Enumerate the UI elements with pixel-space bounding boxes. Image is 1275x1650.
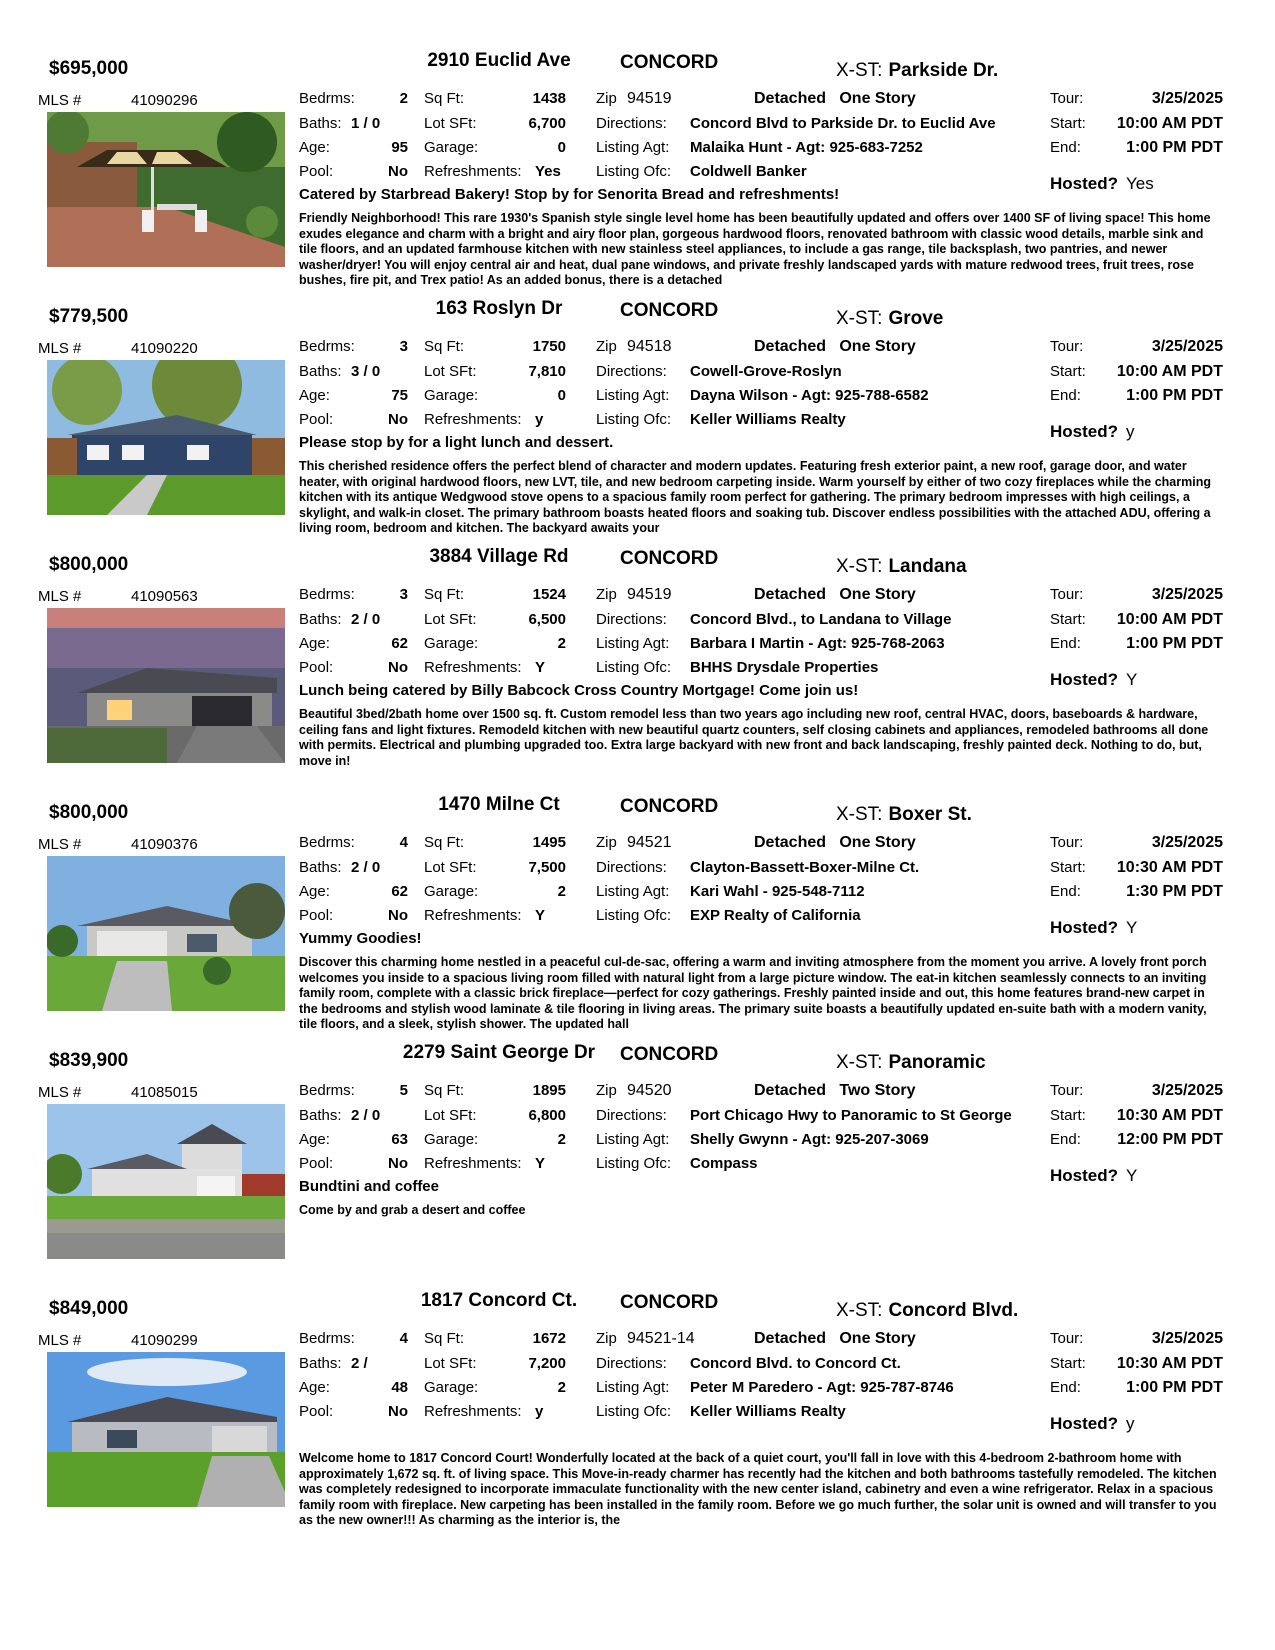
listing-agent-value: Dayna Wilson - Agt: 925-788-6582 bbox=[690, 387, 929, 404]
listing-headline: Please stop by for a light lunch and dessert. bbox=[299, 434, 614, 451]
end-label: End: bbox=[1050, 139, 1081, 156]
tour-date: 3/25/2025 bbox=[1151, 834, 1223, 851]
end-time: 1:00 PM PDT bbox=[1126, 1379, 1223, 1396]
sqft-value: 1524 bbox=[532, 586, 566, 603]
listing-address: 3884 Village Rd bbox=[429, 546, 569, 567]
xst-label: X-ST: bbox=[836, 308, 883, 329]
baths-value: 1 / 0 bbox=[351, 115, 381, 132]
garage-label: Garage: bbox=[424, 1379, 479, 1396]
property-type: Detached One Story bbox=[754, 834, 916, 851]
sqft-value: 1895 bbox=[532, 1082, 566, 1099]
sqft-label: Sq Ft: bbox=[424, 90, 465, 107]
start-time: 10:00 AM PDT bbox=[1116, 115, 1223, 132]
end-time: 1:30 PM PDT bbox=[1126, 883, 1223, 900]
baths-label: Baths: bbox=[299, 1355, 342, 1372]
property-type: Detached One Story bbox=[754, 586, 916, 603]
cross-street bbox=[836, 804, 972, 826]
cross-street bbox=[836, 308, 943, 330]
directions-label: Directions: bbox=[596, 115, 667, 132]
age-label: Age: bbox=[299, 1131, 330, 1148]
lotsft-value: 7,500 bbox=[528, 859, 566, 876]
bedrms-label: Bedrms: bbox=[299, 834, 355, 851]
garage-label: Garage: bbox=[424, 635, 479, 652]
garage-value: 2 bbox=[557, 1379, 566, 1396]
lotsft-value: 7,810 bbox=[528, 363, 566, 380]
zip-value: 94520 bbox=[627, 1082, 672, 1099]
baths-value: 2 / 0 bbox=[351, 1107, 381, 1124]
xst-label: X-ST: bbox=[836, 60, 883, 81]
zip-value: 94518 bbox=[627, 338, 672, 355]
listing-card bbox=[0, 546, 1275, 808]
listing-address: 163 Roslyn Dr bbox=[435, 298, 563, 319]
bedrms-label: Bedrms: bbox=[299, 338, 355, 355]
hosted-value: y bbox=[1126, 422, 1135, 441]
listing-agent-value: Peter M Paredero - Agt: 925-787-8746 bbox=[690, 1379, 954, 1396]
tour-label: Tour: bbox=[1050, 586, 1084, 603]
age-label: Age: bbox=[299, 883, 330, 900]
listing-agent-label: Listing Agt: bbox=[596, 883, 670, 900]
xst-value: Concord Blvd. bbox=[888, 1300, 1019, 1321]
mls-number: 41090299 bbox=[131, 1332, 198, 1349]
baths-label: Baths: bbox=[299, 611, 342, 628]
end-label: End: bbox=[1050, 1131, 1081, 1148]
listing-office-value: Keller Williams Realty bbox=[690, 1403, 846, 1420]
listing-description: This cherished residence offers the perfect blend of character and modern updates. Featuring fresh exterior paint, a new roof, garage door, and water heater, with original hardwood floors, new LVT, tile, and new bedroom carpeting inside. Warm yourself by either of two cozy fireplaces while the charming kitchen with its antique Wedgwood stove opens to a spacious family room perfect for gathering. The primary bedroom impresses with high ceilings, a skylight, and walk-in closet. The primary bathroom boasts heated floors and soaking tub. Discover endless possibilities with the attached ADU, offering a living room, bedroom and kitchen. The backyard awaits your bbox=[299, 459, 1211, 535]
listing-headline: Catered by Starbread Bakery! Stop by for Senorita Bread and refreshments! bbox=[299, 186, 840, 203]
cross-street bbox=[836, 1052, 986, 1074]
garage-value: 2 bbox=[557, 883, 566, 900]
listing-price: $839,900 bbox=[49, 1050, 129, 1071]
xst-label: X-ST: bbox=[836, 804, 883, 825]
zip-label: Zip bbox=[596, 1082, 617, 1099]
start-label: Start: bbox=[1050, 115, 1086, 132]
listing-description: Discover this charming home nestled in a peaceful cul-de-sac, offering a warm and inviting atmosphere from the moment you arrive. A lovely front porch welcomes you inside to a spacious living room filled with natural light from a large picture window. The eat-in kitchen seamlessly connects to an inviting family room, complete with a classic brick fireplace—perfect for cozy gatherings. Freshly painted inside and out, this home features brand-new carpet in the bedrooms and stylish wood laminate & tile flooring in living areas. The primary suite boasts a beautifully updated en-suite bath with a modern vanity, tile floors, and a sleek, stylish shower. The updated hall bbox=[299, 955, 1207, 1031]
hosted-value: Yes bbox=[1126, 174, 1154, 193]
garage-value: 2 bbox=[557, 635, 566, 652]
lotsft-label: Lot SFt: bbox=[424, 1107, 477, 1124]
hosted-value: y bbox=[1126, 1414, 1135, 1433]
property-photo bbox=[47, 608, 285, 763]
zip-label: Zip bbox=[596, 586, 617, 603]
sqft-value: 1672 bbox=[532, 1330, 566, 1347]
pool-value: No bbox=[388, 907, 408, 924]
refreshments-value: y bbox=[535, 411, 544, 428]
lotsft-label: Lot SFt: bbox=[424, 1355, 477, 1372]
start-label: Start: bbox=[1050, 859, 1086, 876]
listing-agent-label: Listing Agt: bbox=[596, 1379, 670, 1396]
sqft-value: 1495 bbox=[532, 834, 566, 851]
xst-label: X-ST: bbox=[836, 1052, 883, 1073]
pool-label: Pool: bbox=[299, 1155, 334, 1172]
end-time: 12:00 PM PDT bbox=[1117, 1131, 1223, 1148]
directions-value: Concord Blvd. to Concord Ct. bbox=[690, 1355, 901, 1372]
lotsft-value: 7,200 bbox=[528, 1355, 566, 1372]
sqft-label: Sq Ft: bbox=[424, 1330, 465, 1347]
listing-agent-value: Malaika Hunt - Agt: 925-683-7252 bbox=[690, 139, 923, 156]
listing-headline: Lunch being catered by Billy Babcock Cross Country Mortgage! Come join us! bbox=[299, 682, 859, 699]
pool-label: Pool: bbox=[299, 907, 334, 924]
listing-address: 2279 Saint George Dr bbox=[402, 1042, 596, 1063]
sqft-label: Sq Ft: bbox=[424, 338, 465, 355]
directions-label: Directions: bbox=[596, 1107, 667, 1124]
end-label: End: bbox=[1050, 635, 1081, 652]
bedrms-value: 4 bbox=[399, 1330, 408, 1347]
bedrms-label: Bedrms: bbox=[299, 586, 355, 603]
mls-label: MLS # bbox=[38, 1084, 82, 1101]
hosted-label: Hosted? bbox=[1050, 670, 1118, 689]
end-time: 1:00 PM PDT bbox=[1126, 139, 1223, 156]
xst-label: X-ST: bbox=[836, 1300, 883, 1321]
listing-city: CONCORD bbox=[620, 548, 719, 569]
refreshments-label: Refreshments: bbox=[424, 659, 522, 676]
hosted bbox=[1050, 918, 1137, 938]
listing-description: Friendly Neighborhood! This rare 1930's Spanish style single level home has been beautifully updated and offers over 1400 SF of living space! This home exudes elegance and charm with a bright and airy floor plan, gorgeous hardwood floors, renovated bathroom with classic wood details, marble sink and tile floors, and an updated farmhouse kitchen with new stainless steel appliances, to include a gas range, tile backsplash, two pantries, and newer washer/dryer! You will enjoy central air and heat, dual pane windows, and private freshly landscaped yards with mature redwood trees, fruit trees, rose bushes, fire pit, and Trex patio! As an added bonus, there is a detached bbox=[299, 211, 1211, 287]
end-time: 1:00 PM PDT bbox=[1126, 387, 1223, 404]
listing-price: $695,000 bbox=[49, 58, 129, 79]
cross-street bbox=[836, 1300, 1018, 1322]
pool-value: No bbox=[388, 659, 408, 676]
lotsft-label: Lot SFt: bbox=[424, 115, 477, 132]
bedrms-label: Bedrms: bbox=[299, 1330, 355, 1347]
tour-label: Tour: bbox=[1050, 1330, 1084, 1347]
baths-label: Baths: bbox=[299, 363, 342, 380]
baths-value: 2 / 0 bbox=[351, 859, 381, 876]
sqft-label: Sq Ft: bbox=[424, 834, 465, 851]
age-label: Age: bbox=[299, 139, 330, 156]
garage-label: Garage: bbox=[424, 1131, 479, 1148]
xst-value: Landana bbox=[888, 556, 967, 577]
tour-date: 3/25/2025 bbox=[1151, 90, 1223, 107]
refreshments-value: Y bbox=[535, 1155, 546, 1172]
refreshments-value: Y bbox=[535, 907, 546, 924]
listing-office-label: Listing Ofc: bbox=[596, 659, 672, 676]
listing-card bbox=[0, 1290, 1275, 1552]
pool-value: No bbox=[388, 1403, 408, 1420]
listing-office-label: Listing Ofc: bbox=[596, 1155, 672, 1172]
mls-number: 41090296 bbox=[131, 92, 198, 109]
hosted bbox=[1050, 1166, 1137, 1186]
bedrms-label: Bedrms: bbox=[299, 90, 355, 107]
listing-city: CONCORD bbox=[620, 52, 719, 73]
start-time: 10:00 AM PDT bbox=[1116, 363, 1223, 380]
listing-office-value: EXP Realty of California bbox=[690, 907, 861, 924]
refreshments-value: y bbox=[535, 1403, 544, 1420]
listing-agent-label: Listing Agt: bbox=[596, 1131, 670, 1148]
end-label: End: bbox=[1050, 883, 1081, 900]
zip-value: 94519 bbox=[627, 586, 672, 603]
age-value: 62 bbox=[391, 635, 408, 652]
listing-agent-value: Barbara I Martin - Agt: 925-768-2063 bbox=[690, 635, 945, 652]
pool-label: Pool: bbox=[299, 659, 334, 676]
directions-value: Cowell-Grove-Roslyn bbox=[690, 363, 842, 380]
garage-label: Garage: bbox=[424, 883, 479, 900]
hosted-label: Hosted? bbox=[1050, 1166, 1118, 1185]
start-label: Start: bbox=[1050, 611, 1086, 628]
listing-card bbox=[0, 298, 1275, 560]
tour-date: 3/25/2025 bbox=[1151, 1330, 1223, 1347]
bedrms-value: 4 bbox=[399, 834, 408, 851]
listing-price: $800,000 bbox=[49, 802, 129, 823]
age-value: 62 bbox=[391, 883, 408, 900]
tour-date: 3/25/2025 bbox=[1151, 586, 1223, 603]
listing-description: Welcome home to 1817 Concord Court! Wonderfully located at the back of a quiet court, you'll fall in love with this 4-bedroom 2-bathroom home with approximately 1,672 sq. ft. of living space. This Move-in-ready charmer has recently had the kitchen and both bathrooms tastefully remodeled. The kitchen was completely redesigned to incorporate immaculate functionality with the new center island, cabinetry and even a wine refrigerator. Relax in a spacious family room with fireplace. New carpeting has been installed in the family room. Before we go much further, the solar unit is owned and will transfer to you as the new owner!!! As charming as the interior is, the bbox=[299, 1451, 1217, 1527]
listing-city: CONCORD bbox=[620, 796, 719, 817]
directions-value: Clayton-Bassett-Boxer-Milne Ct. bbox=[690, 859, 920, 876]
directions-label: Directions: bbox=[596, 363, 667, 380]
hosted-value: Y bbox=[1126, 1166, 1138, 1185]
hosted bbox=[1050, 174, 1154, 194]
xst-value: Boxer St. bbox=[888, 804, 972, 825]
property-photo bbox=[47, 1104, 285, 1259]
sqft-label: Sq Ft: bbox=[424, 1082, 465, 1099]
listing-agent-label: Listing Agt: bbox=[596, 139, 670, 156]
baths-label: Baths: bbox=[299, 115, 342, 132]
listing-agent-value: Shelly Gwynn - Agt: 925-207-3069 bbox=[690, 1131, 929, 1148]
listing-price: $800,000 bbox=[49, 554, 129, 575]
listing-office-label: Listing Ofc: bbox=[596, 1403, 672, 1420]
lotsft-value: 6,500 bbox=[528, 611, 566, 628]
zip-value: 94521 bbox=[627, 834, 672, 851]
baths-label: Baths: bbox=[299, 1107, 342, 1124]
baths-value: 2 / bbox=[351, 1355, 368, 1372]
bedrms-value: 3 bbox=[399, 338, 408, 355]
age-label: Age: bbox=[299, 635, 330, 652]
lotsft-value: 6,800 bbox=[528, 1107, 566, 1124]
start-label: Start: bbox=[1050, 363, 1086, 380]
xst-value: Grove bbox=[888, 308, 944, 329]
zip-label: Zip bbox=[596, 1330, 617, 1347]
mls-number: 41090563 bbox=[131, 588, 198, 605]
age-value: 63 bbox=[391, 1131, 408, 1148]
lotsft-label: Lot SFt: bbox=[424, 611, 477, 628]
hosted-label: Hosted? bbox=[1050, 174, 1118, 193]
property-photo bbox=[47, 360, 285, 515]
mls-number: 41090220 bbox=[131, 340, 198, 357]
refreshments-label: Refreshments: bbox=[424, 411, 522, 428]
start-time: 10:00 AM PDT bbox=[1116, 611, 1223, 628]
zip-label: Zip bbox=[596, 90, 617, 107]
listing-office-label: Listing Ofc: bbox=[596, 163, 672, 180]
listing-price: $849,000 bbox=[49, 1298, 129, 1319]
mls-number: 41090376 bbox=[131, 836, 198, 853]
end-label: End: bbox=[1050, 387, 1081, 404]
age-label: Age: bbox=[299, 387, 330, 404]
baths-value: 2 / 0 bbox=[351, 611, 381, 628]
pool-label: Pool: bbox=[299, 1403, 334, 1420]
listing-office-value: Keller Williams Realty bbox=[690, 411, 846, 428]
age-label: Age: bbox=[299, 1379, 330, 1396]
pool-label: Pool: bbox=[299, 163, 334, 180]
listing-description: Come by and grab a desert and coffee bbox=[299, 1203, 526, 1217]
end-label: End: bbox=[1050, 1379, 1081, 1396]
refreshments-value: Y bbox=[535, 659, 546, 676]
zip-label: Zip bbox=[596, 834, 617, 851]
garage-value: 0 bbox=[557, 387, 566, 404]
zip-value: 94521-14 bbox=[627, 1330, 695, 1347]
refreshments-value: Yes bbox=[535, 163, 561, 180]
property-type: Detached One Story bbox=[754, 1330, 916, 1347]
hosted bbox=[1050, 422, 1135, 442]
hosted-label: Hosted? bbox=[1050, 422, 1118, 441]
hosted bbox=[1050, 1414, 1135, 1434]
listing-agent-label: Listing Agt: bbox=[596, 635, 670, 652]
tour-label: Tour: bbox=[1050, 90, 1084, 107]
listing-office-label: Listing Ofc: bbox=[596, 411, 672, 428]
age-value: 75 bbox=[391, 387, 408, 404]
pool-value: No bbox=[388, 411, 408, 428]
bedrms-value: 3 bbox=[399, 586, 408, 603]
age-value: 48 bbox=[391, 1379, 408, 1396]
property-type: Detached One Story bbox=[754, 90, 916, 107]
refreshments-label: Refreshments: bbox=[424, 163, 522, 180]
sqft-value: 1750 bbox=[532, 338, 566, 355]
directions-value: Port Chicago Hwy to Panoramic to St George bbox=[690, 1107, 1012, 1124]
listing-address: 2910 Euclid Ave bbox=[427, 50, 571, 71]
listing-city: CONCORD bbox=[620, 1292, 719, 1313]
zip-value: 94519 bbox=[627, 90, 672, 107]
garage-label: Garage: bbox=[424, 139, 479, 156]
listing-office-value: Compass bbox=[690, 1155, 758, 1172]
age-value: 95 bbox=[391, 139, 408, 156]
xst-value: Panoramic bbox=[888, 1052, 986, 1073]
pool-value: No bbox=[388, 163, 408, 180]
property-photo bbox=[47, 856, 285, 1011]
hosted-label: Hosted? bbox=[1050, 1414, 1118, 1433]
lotsft-label: Lot SFt: bbox=[424, 859, 477, 876]
listing-agent-label: Listing Agt: bbox=[596, 387, 670, 404]
pool-value: No bbox=[388, 1155, 408, 1172]
tour-date: 3/25/2025 bbox=[1151, 1082, 1223, 1099]
tour-label: Tour: bbox=[1050, 338, 1084, 355]
refreshments-label: Refreshments: bbox=[424, 907, 522, 924]
listing-card bbox=[0, 50, 1275, 312]
refreshments-label: Refreshments: bbox=[424, 1155, 522, 1172]
property-type: Detached Two Story bbox=[754, 1082, 916, 1099]
start-time: 10:30 AM PDT bbox=[1116, 859, 1223, 876]
directions-label: Directions: bbox=[596, 1355, 667, 1372]
listing-card bbox=[0, 1042, 1275, 1304]
directions-value: Concord Blvd., to Landana to Village bbox=[690, 611, 952, 628]
property-photo bbox=[47, 1352, 285, 1507]
zip-label: Zip bbox=[596, 338, 617, 355]
refreshments-label: Refreshments: bbox=[424, 1403, 522, 1420]
listing-city: CONCORD bbox=[620, 300, 719, 321]
cross-street bbox=[836, 60, 998, 82]
listing-office-value: BHHS Drysdale Properties bbox=[690, 659, 879, 676]
listing-headline: Bundtini and coffee bbox=[299, 1178, 439, 1195]
garage-value: 2 bbox=[557, 1131, 566, 1148]
property-photo bbox=[47, 112, 285, 267]
listing-description: Beautiful 3bed/2bath home over 1500 sq. ft. Custom remodel less than two years ago including new roof, central HVAC, doors, baseboards & hardware, ceiling fans and light fixtures. Remodeld kitchen with new beautiful quartz counters, self closing cabinets and appliances, remodeled bathrooms all done with permits. Electrical and plumbing upgraded too. Extra large backyard with new front and back landscaping, freshly painted deck. Nothing to do, but, move in! bbox=[299, 707, 1209, 768]
start-label: Start: bbox=[1050, 1107, 1086, 1124]
listing-office-value: Coldwell Banker bbox=[690, 163, 807, 180]
listing-card bbox=[0, 794, 1275, 1056]
hosted-value: Y bbox=[1126, 670, 1138, 689]
mls-label: MLS # bbox=[38, 588, 82, 605]
directions-label: Directions: bbox=[596, 611, 667, 628]
mls-label: MLS # bbox=[38, 1332, 82, 1349]
listing-office-label: Listing Ofc: bbox=[596, 907, 672, 924]
listing-price: $779,500 bbox=[49, 306, 129, 327]
listing-address: 1470 Milne Ct bbox=[438, 794, 560, 815]
cross-street bbox=[836, 556, 967, 578]
tour-date: 3/25/2025 bbox=[1151, 338, 1223, 355]
hosted-value: Y bbox=[1126, 918, 1138, 937]
baths-label: Baths: bbox=[299, 859, 342, 876]
mls-label: MLS # bbox=[38, 836, 82, 853]
bedrms-label: Bedrms: bbox=[299, 1082, 355, 1099]
directions-label: Directions: bbox=[596, 859, 667, 876]
mls-label: MLS # bbox=[38, 340, 82, 357]
mls-number: 41085015 bbox=[131, 1084, 198, 1101]
xst-value: Parkside Dr. bbox=[888, 60, 999, 81]
tour-label: Tour: bbox=[1050, 1082, 1084, 1099]
pool-label: Pool: bbox=[299, 411, 334, 428]
listing-agent-value: Kari Wahl - 925-548-7112 bbox=[690, 883, 865, 900]
sqft-value: 1438 bbox=[532, 90, 566, 107]
bedrms-value: 2 bbox=[399, 90, 408, 107]
garage-value: 0 bbox=[557, 139, 566, 156]
sqft-label: Sq Ft: bbox=[424, 586, 465, 603]
listing-headline: Yummy Goodies! bbox=[299, 930, 422, 947]
directions-value: Concord Blvd to Parkside Dr. to Euclid Ave bbox=[690, 115, 996, 132]
mls-label: MLS # bbox=[38, 92, 82, 109]
hosted-label: Hosted? bbox=[1050, 918, 1118, 937]
lotsft-label: Lot SFt: bbox=[424, 363, 477, 380]
start-time: 10:30 AM PDT bbox=[1116, 1355, 1223, 1372]
property-type: Detached One Story bbox=[754, 338, 916, 355]
bedrms-value: 5 bbox=[399, 1082, 408, 1099]
lotsft-value: 6,700 bbox=[528, 115, 566, 132]
start-time: 10:30 AM PDT bbox=[1116, 1107, 1223, 1124]
garage-label: Garage: bbox=[424, 387, 479, 404]
hosted bbox=[1050, 670, 1137, 690]
listing-address: 1817 Concord Ct. bbox=[420, 1290, 578, 1311]
start-label: Start: bbox=[1050, 1355, 1086, 1372]
xst-label: X-ST: bbox=[836, 556, 883, 577]
end-time: 1:00 PM PDT bbox=[1126, 635, 1223, 652]
baths-value: 3 / 0 bbox=[351, 363, 381, 380]
listing-city: CONCORD bbox=[620, 1044, 719, 1065]
tour-label: Tour: bbox=[1050, 834, 1084, 851]
